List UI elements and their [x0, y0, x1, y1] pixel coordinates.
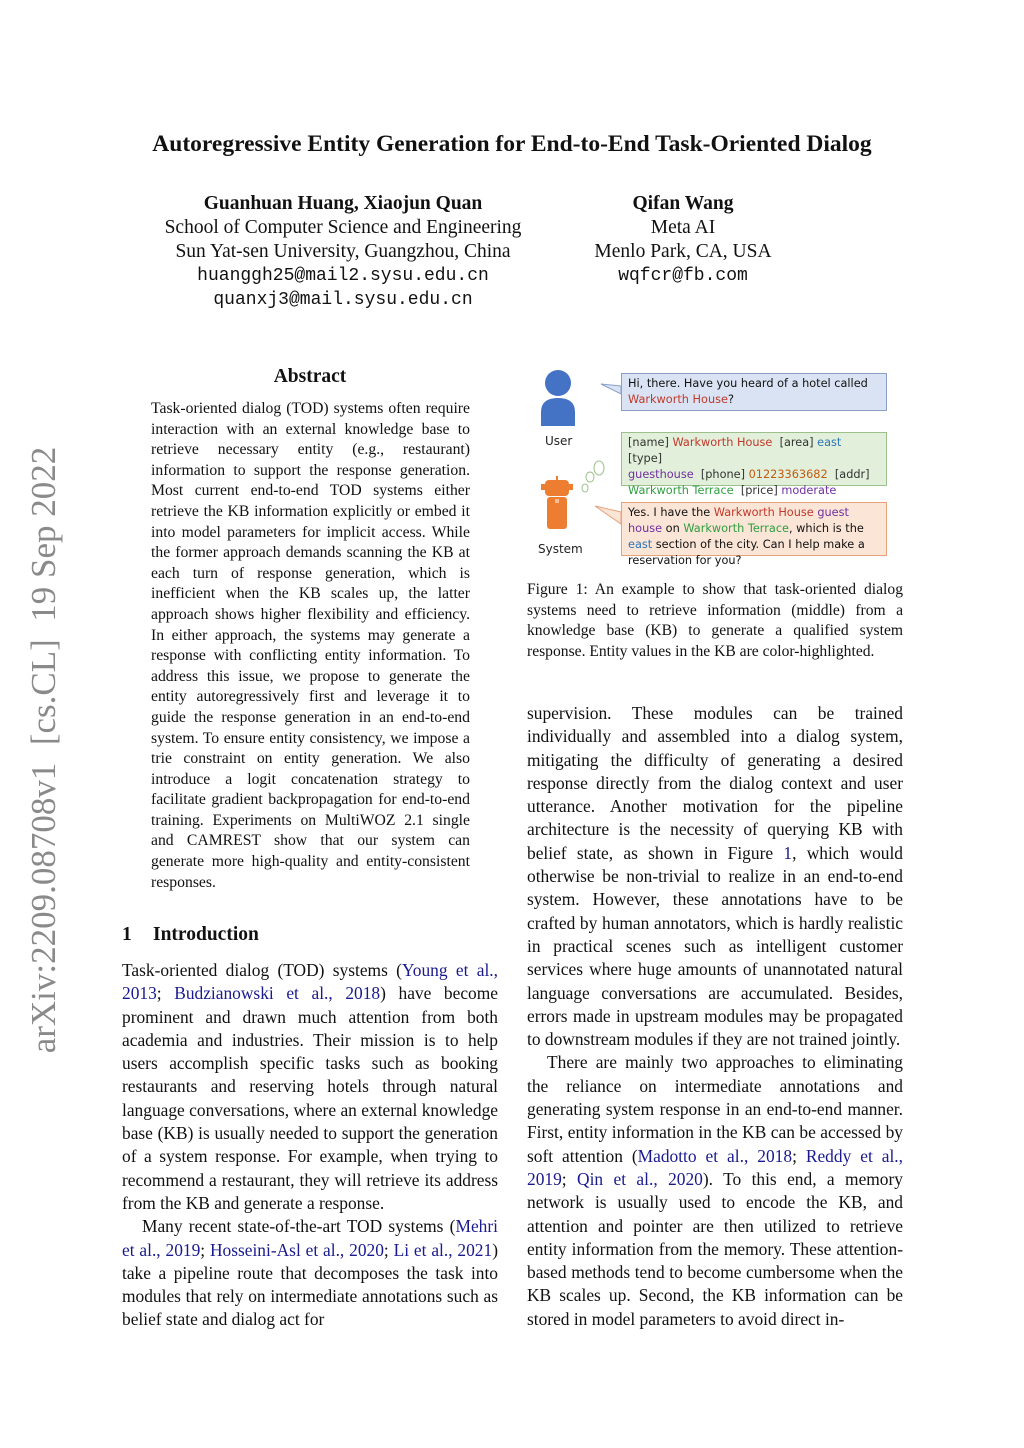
text-run: supervision. These modules can be trained individually and assembled into a dialog system, mitigating the difficulty of generating a desired response directly from the dialog context and user utterance. Another motivation for the pipeline architecture is the necessity of querying KB with belief state, as shown in Figure	[527, 703, 903, 863]
text-run: on	[662, 522, 684, 535]
section-title: Introduction	[153, 924, 259, 945]
kb-key-name: [name]	[628, 436, 673, 449]
entity-hotel-name: Warkworth House	[713, 506, 814, 519]
thought-bubbles-icon	[582, 461, 604, 492]
entity-address: Warkworth Terrace	[683, 522, 789, 535]
entity-hotel-name: Warkworth House	[628, 393, 728, 406]
arxiv-id: arXiv:2209.08708v1 [cs.CL] 19 Sep 2022	[24, 446, 63, 1054]
text-run: Hi, there. Have you heard of a hotel called	[628, 377, 868, 390]
text-run: ;	[156, 983, 175, 1004]
kb-key-phone: [phone]	[693, 468, 749, 481]
paper-title: Autoregressive Entity Generation for End-to-End Task-Oriented Dialog	[152, 131, 872, 157]
text-run: ) have become prominent and drawn much attention from both academia and industries. Their mission is to help users accomplish specific tasks such as booking restaurants and reserving hotels through natural language conversations, where an external knowledge base (KB) is usually needed to support the generation of a system response. For example, when trying to recommend a restaurant, they will retrieve its address from the KB and generate a response.	[122, 983, 499, 1213]
text-run: ) take a pipeline route that decomposes the task into modules that rely on intermediate annotations such as belief state and dialog act for	[122, 1239, 498, 1330]
citation-link[interactable]: Young et al., 2013	[122, 960, 498, 1004]
text-run: ;	[200, 1239, 210, 1260]
author-email-left-1[interactable]: huanggh25@mail2.sysu.edu.cn	[197, 266, 489, 286]
user-bubble-tail	[601, 384, 621, 394]
intro-paragraph-1	[122, 959, 498, 1215]
text-run: ;	[792, 1145, 806, 1166]
system-bubble-tail	[595, 506, 621, 524]
knowledge-base-bubble	[621, 432, 887, 497]
text-run: section of the city. Can I help make a reservation for you?	[628, 538, 865, 567]
robot-icon	[541, 476, 573, 529]
figure-1	[527, 364, 903, 567]
text-run: , which is the	[788, 522, 864, 535]
text-run: ). To this end, a memory network is usually used to encode the KB, and attention and pointer are then utilized to retrieve entity information from the memory. These attention-based methods tend to become cumbersome when the KB scales up. Second, the KB information can be stored in model parameters to avoid direct in-	[527, 1168, 903, 1329]
figure-1-caption: Figure 1: An example to show that task-oriented dialog systems need to retrieve information (middle) from a knowledge base (KB) to generate a qualified system response. Entity values in the KB are color-highlighted.	[527, 581, 903, 660]
right-paragraph-2	[527, 1051, 903, 1331]
figure-reference-link[interactable]: 1	[783, 842, 793, 863]
author-names-right: Qifan Wang	[632, 193, 734, 214]
text-run: Task-oriented dialog (TOD) systems (	[122, 960, 402, 980]
citation-link[interactable]: Budzianowski et al., 2018	[174, 983, 381, 1004]
text-run: ?	[727, 393, 734, 406]
author-email-left-2[interactable]: quanxj3@mail.sysu.edu.cn	[213, 290, 473, 310]
kb-key-addr: [addr]	[827, 468, 870, 481]
kb-key-area: [area]	[772, 436, 818, 449]
entity-area: east	[628, 538, 653, 551]
text-run: , which would otherwise be non-trivial to realize in an end-to-end system. However, these annotations have to be crafted by human annotators, which is hardly realistic in practical scenes such as intelligent customer services where huge amounts of unannotated natural language conversations are accumulated. Besides, errors made in upstream modules may be propagated to downstream modules if they are not trained jointly.	[527, 842, 903, 1050]
citation-link[interactable]: Madotto et al., 2018	[637, 1145, 793, 1166]
user-utterance-bubble	[621, 373, 887, 411]
citation-link[interactable]: Hosseini-Asl et al., 2020	[209, 1239, 384, 1260]
kb-value-price: moderate	[781, 484, 837, 497]
citation-link[interactable]: Qin et al., 2020	[577, 1168, 703, 1189]
user-label: User	[545, 434, 573, 448]
text-run: Many recent state-of-the-art TOD systems (	[142, 1216, 456, 1237]
abstract-text: Task-oriented dialog (TOD) systems often require interaction with an external knowledge base to retrieve necessary entity (e.g., restaurant) information to support the response generation. Most current end-to-end TOD systems either retrieve the KB information explicitly or embed it into model parameters for implicit access. While the former approach demands scanning the KB at each turn of response generation, which is inefficient when the KB scales up, the latter approach shows higher flexibility and efficiency. In either approach, the systems may generate a response with conflicting entity information. To address this issue, we propose to generate the entity autoregressively first and leverage it to guide the response generation in an end-to-end system. To ensure entity consistency, we impose a trie constraint on entity generation. We also introduce a logit concatenation strategy to facilitate gradient backpropagation for end-to-end training. Experiments on MultiWOZ 2.1 single and CAMREST show that our system can generate more high-quality and entity-consistent responses.	[151, 400, 470, 891]
citation-link[interactable]: Reddy et al., 2019	[527, 1145, 903, 1189]
right-column-body	[527, 702, 903, 1331]
kb-value-area: east	[817, 436, 842, 449]
author-location-left: Sun Yat-sen University, Guangzhou, China	[175, 241, 511, 262]
kb-value-type: guesthouse	[628, 468, 694, 481]
intro-paragraph-2	[122, 1215, 498, 1331]
text-run: ;	[383, 1239, 394, 1260]
kb-value-name: Warkworth House	[672, 436, 773, 449]
system-response-bubble	[621, 502, 887, 567]
kb-key-price: [price]	[733, 484, 782, 497]
kb-value-phone: 01223363682	[748, 468, 828, 481]
author-block-left	[142, 192, 544, 312]
author-names-left: Guanhuan Huang, Xiaojun Quan	[203, 193, 483, 214]
right-paragraph-1	[527, 702, 903, 1051]
text-run: Yes. I have the	[628, 506, 714, 519]
author-affiliation-left: School of Computer Science and Engineering	[164, 217, 522, 238]
text-run: ;	[561, 1168, 578, 1189]
text-run: There are mainly two approaches to eliminating the reliance on intermediate annotations and generating system response in an end-to-end manner. First, entity information in the KB can be accessed by soft attention (	[527, 1052, 903, 1166]
system-label: System	[538, 542, 583, 556]
author-email-right-1[interactable]: wqfcr@fb.com	[618, 266, 748, 286]
section-heading-introduction	[122, 924, 259, 946]
author-affiliation-right: Meta AI	[650, 217, 716, 238]
kb-key-type: [type]	[628, 436, 849, 465]
entity-type: guest house	[628, 506, 849, 535]
section-number: 1	[122, 924, 132, 945]
abstract-heading: Abstract	[273, 366, 347, 387]
user-icon	[541, 370, 575, 426]
author-location-right: Menlo Park, CA, USA	[594, 241, 772, 262]
kb-value-addr: Warkworth Terrace	[628, 484, 734, 497]
author-block-right	[563, 192, 803, 288]
citation-link[interactable]: Li et al., 2021	[393, 1239, 493, 1260]
citation-link[interactable]: Mehri et al., 2019	[122, 1216, 498, 1260]
left-column-body	[122, 959, 498, 1332]
